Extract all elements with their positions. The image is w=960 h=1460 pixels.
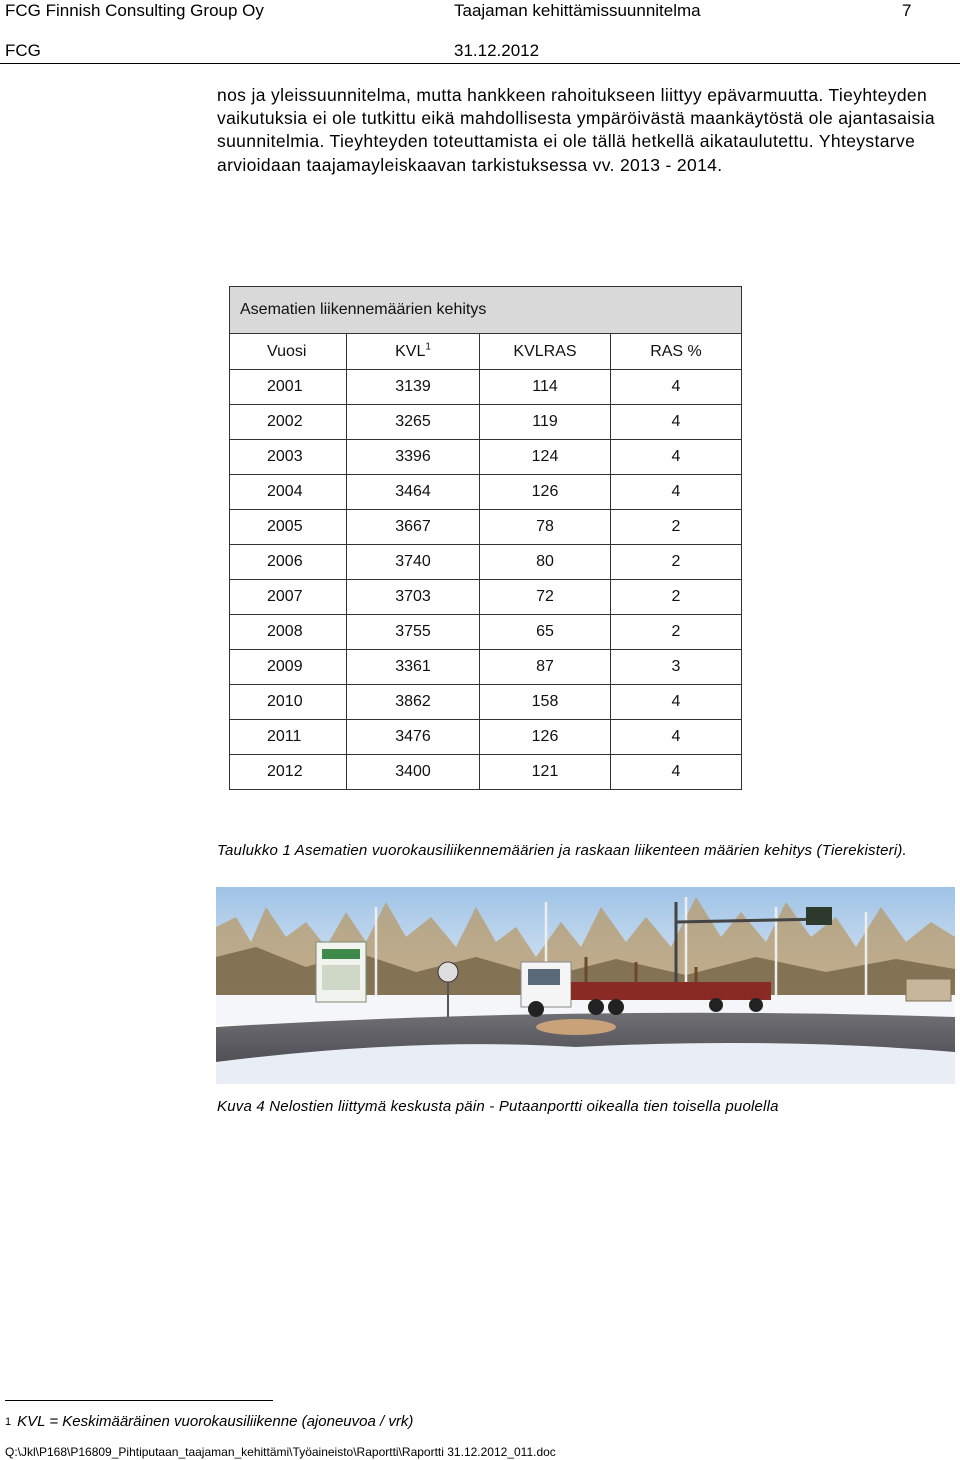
cell-kvlras: 78 bbox=[480, 510, 611, 545]
company-name: FCG Finnish Consulting Group Oy bbox=[5, 1, 264, 20]
cell-ras: 4 bbox=[611, 685, 742, 720]
table-row bbox=[230, 440, 742, 475]
page-number: 7 bbox=[902, 1, 912, 20]
cell-kvl: 3400 bbox=[347, 755, 480, 790]
table-row bbox=[230, 650, 742, 685]
cell-year: 2007 bbox=[230, 580, 347, 615]
table-row bbox=[230, 545, 742, 580]
cell-kvl: 3396 bbox=[347, 440, 480, 475]
document-title: Taajaman kehittämissuunnitelma bbox=[454, 1, 701, 20]
cell-kvl: 3139 bbox=[347, 370, 480, 405]
table-row bbox=[230, 475, 742, 510]
header-kvl bbox=[347, 334, 480, 370]
cell-kvlras: 126 bbox=[480, 720, 611, 755]
cell-kvlras: 65 bbox=[480, 615, 611, 650]
cell-kvlras: 119 bbox=[480, 405, 611, 440]
cell-kvlras: 124 bbox=[480, 440, 611, 475]
body-paragraph: nos ja yleissuunnitelma, mutta hankkeen rahoitukseen liittyy epävarmuutta. Tieyhteyden vaikutuksia ei ole tutkittu eikä mahdollisesta ympäröivästä maankäytöstä ole ajantasaisia suunnitelmia. Tieyhteyden toteuttamista ei ole tällä hetkellä aikataulutettu. Yhteystarve arvioidaan taajamayleiskaavan tarkistuksessa vv. 2013 - 2014. bbox=[217, 85, 935, 175]
cell-year: 2011 bbox=[230, 720, 347, 755]
footnote bbox=[5, 1412, 413, 1432]
cell-kvlras: 72 bbox=[480, 580, 611, 615]
footnote-number: 1 bbox=[5, 1416, 12, 1428]
cell-ras: 3 bbox=[611, 650, 742, 685]
header-kvl-label: KVL bbox=[395, 342, 426, 360]
table-header-row bbox=[230, 334, 742, 370]
cell-kvl: 3361 bbox=[347, 650, 480, 685]
footnote-text: KVL = Keskimääräinen vuorokausiliikenne (ajoneuvoa / vrk) bbox=[17, 1413, 414, 1430]
table-row bbox=[230, 370, 742, 405]
footnote-marker: 1 bbox=[425, 341, 431, 353]
cell-year: 2012 bbox=[230, 755, 347, 790]
page-subheader bbox=[0, 41, 960, 64]
cell-year: 2003 bbox=[230, 440, 347, 475]
cell-kvl: 3862 bbox=[347, 685, 480, 720]
cell-kvlras: 80 bbox=[480, 545, 611, 580]
company-short-name: FCG bbox=[5, 41, 41, 60]
table-row bbox=[230, 720, 742, 755]
cell-ras: 4 bbox=[611, 370, 742, 405]
cell-ras: 4 bbox=[611, 720, 742, 755]
file-path: Q:\Jkl\P168\P16809_Pihtiputaan_taajaman_kehittämi\Työaineisto\Raportti\Raportti 31.12.2012_011.doc bbox=[5, 1445, 556, 1459]
table-row bbox=[230, 755, 742, 790]
road-junction-photo bbox=[216, 887, 955, 1084]
cell-kvl: 3464 bbox=[347, 475, 480, 510]
cell-year: 2001 bbox=[230, 370, 347, 405]
table-row bbox=[230, 405, 742, 440]
cell-ras: 4 bbox=[611, 755, 742, 790]
cell-ras: 2 bbox=[611, 510, 742, 545]
cell-ras: 2 bbox=[611, 580, 742, 615]
cell-year: 2004 bbox=[230, 475, 347, 510]
cell-kvl: 3265 bbox=[347, 405, 480, 440]
header-kvlras: KVLRAS bbox=[480, 334, 611, 370]
cell-kvl: 3703 bbox=[347, 580, 480, 615]
cell-ras: 2 bbox=[611, 615, 742, 650]
table-row bbox=[230, 685, 742, 720]
header-year: Vuosi bbox=[230, 334, 347, 370]
cell-year: 2002 bbox=[230, 405, 347, 440]
figure-caption: Kuva 4 Nelostien liittymä keskusta päin - Putaanportti oikealla tien toisella puolella bbox=[217, 1098, 779, 1115]
cell-kvlras: 126 bbox=[480, 475, 611, 510]
cell-kvlras: 114 bbox=[480, 370, 611, 405]
cell-kvl: 3667 bbox=[347, 510, 480, 545]
footnote-separator bbox=[5, 1400, 273, 1401]
table-row bbox=[230, 580, 742, 615]
page-header bbox=[0, 1, 960, 23]
traffic-table bbox=[229, 286, 742, 790]
cell-kvl: 3476 bbox=[347, 720, 480, 755]
cell-kvl: 3755 bbox=[347, 615, 480, 650]
cell-year: 2005 bbox=[230, 510, 347, 545]
cell-kvlras: 121 bbox=[480, 755, 611, 790]
cell-kvl: 3740 bbox=[347, 545, 480, 580]
cell-year: 2006 bbox=[230, 545, 347, 580]
table-row bbox=[230, 510, 742, 545]
cell-kvlras: 87 bbox=[480, 650, 611, 685]
cell-year: 2008 bbox=[230, 615, 347, 650]
cell-year: 2009 bbox=[230, 650, 347, 685]
cell-ras: 4 bbox=[611, 440, 742, 475]
header-ras: RAS % bbox=[611, 334, 742, 370]
cell-ras: 4 bbox=[611, 475, 742, 510]
document-date: 31.12.2012 bbox=[454, 41, 540, 60]
table-title: Asematien liikennemäärien kehitys bbox=[230, 287, 742, 334]
cell-ras: 2 bbox=[611, 545, 742, 580]
cell-kvlras: 158 bbox=[480, 685, 611, 720]
table-row bbox=[230, 615, 742, 650]
cell-year: 2010 bbox=[230, 685, 347, 720]
table-caption: Taulukko 1 Asematien vuorokausiliikennemäärien ja raskaan liikenteen määrien kehitys (Tierekisteri). bbox=[217, 842, 907, 859]
cell-ras: 4 bbox=[611, 405, 742, 440]
